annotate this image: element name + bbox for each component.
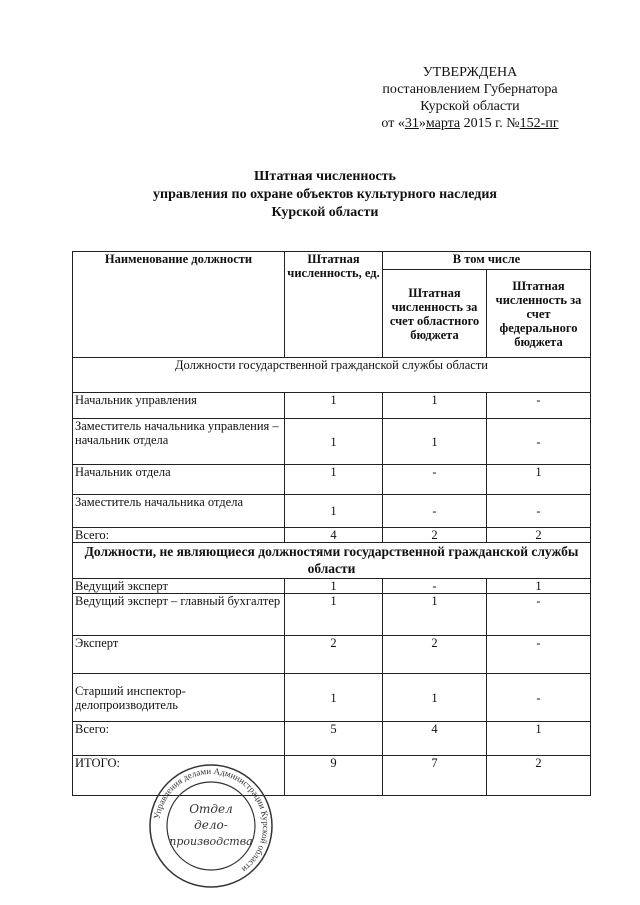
row-regional: -	[383, 495, 487, 528]
row-regional: 1	[383, 419, 487, 465]
row-name: Заместитель начальника управления – начальник отдела	[73, 419, 285, 465]
date-day: 31	[404, 116, 419, 131]
subtotal-label: Всего:	[73, 528, 285, 543]
approval-decree: постановлением Губернатора	[382, 82, 558, 97]
office-stamp	[148, 763, 274, 889]
row-regional: 1	[383, 674, 487, 722]
staff-table	[72, 251, 591, 796]
subtotal-label: Всего:	[73, 722, 285, 756]
title-line-1: Штатная численность	[254, 169, 396, 184]
subtotal-regional: 2	[383, 528, 487, 543]
row-name: Ведущий эксперт	[73, 579, 285, 594]
row-regional: -	[383, 579, 487, 594]
date-mid: »	[418, 116, 426, 131]
subtotal-total: 5	[285, 722, 383, 756]
row-total: 2	[285, 636, 383, 674]
subtotal-federal: 1	[487, 722, 591, 756]
approval-heading: УТВЕРЖДЕНА	[422, 65, 518, 80]
stamp-inner-line-3: производства	[169, 835, 253, 848]
grand-total-regional: 7	[383, 756, 487, 796]
section-title-civil-service: Должности государственной гражданской службы области	[73, 358, 591, 393]
header-position: Наименование должности	[73, 252, 285, 358]
row-federal: -	[487, 419, 591, 465]
row-name: Начальник отдела	[73, 465, 285, 495]
row-federal: -	[487, 393, 591, 419]
row-name: Заместитель начальника отдела	[73, 495, 285, 528]
document-title	[90, 168, 560, 222]
section-title-non-civil-service: Должности, не являющиеся должностями государственной гражданской службы области	[73, 543, 591, 579]
row-total: 1	[285, 495, 383, 528]
row-total: 1	[285, 594, 383, 636]
stamp-inner-line-2: дело-	[194, 818, 228, 832]
stamp-inner-line-1: Отдел	[189, 802, 233, 816]
row-federal: -	[487, 674, 591, 722]
row-name: Ведущий эксперт – главный бухгалтер	[73, 594, 285, 636]
row-federal: 1	[487, 465, 591, 495]
row-regional: 1	[383, 393, 487, 419]
row-regional: 2	[383, 636, 487, 674]
row-total: 1	[285, 579, 383, 594]
approval-region: Курской области	[420, 99, 520, 114]
row-regional: -	[383, 465, 487, 495]
date-prefix: от «	[381, 116, 405, 131]
date-month: марта	[425, 116, 461, 131]
grand-total-label: ИТОГО:	[73, 756, 285, 796]
row-federal: -	[487, 594, 591, 636]
header-federal: Штатная численность за счет федерального бюджета	[487, 270, 591, 358]
title-line-2: управления по охране объектов культурного наследия	[153, 187, 497, 202]
row-total: 1	[285, 393, 383, 419]
date-year: 2015 г. №	[460, 116, 520, 131]
date-number: 152-пг	[519, 116, 559, 131]
header-total: Штатная численность, ед.	[285, 252, 383, 358]
row-regional: 1	[383, 594, 487, 636]
row-name: Начальник управления	[73, 393, 285, 419]
subtotal-federal: 2	[487, 528, 591, 543]
row-name: Старший инспектор-делопроизводитель	[73, 674, 285, 722]
header-including: В том числе	[383, 252, 591, 270]
row-total: 1	[285, 674, 383, 722]
subtotal-regional: 4	[383, 722, 487, 756]
row-federal: -	[487, 636, 591, 674]
row-federal: 1	[487, 579, 591, 594]
title-line-3: Курской области	[271, 205, 379, 220]
row-name: Эксперт	[73, 636, 285, 674]
row-total: 1	[285, 419, 383, 465]
approval-date	[340, 115, 600, 132]
row-total: 1	[285, 465, 383, 495]
grand-total-total: 9	[285, 756, 383, 796]
grand-total-federal: 2	[487, 756, 591, 796]
subtotal-total: 4	[285, 528, 383, 543]
stamp-outer-text: Управления делами Администрации Курской области	[151, 765, 272, 875]
approval-block	[340, 64, 600, 132]
row-federal: -	[487, 495, 591, 528]
header-regional: Штатная численность за счет областного бюджета	[383, 270, 487, 358]
